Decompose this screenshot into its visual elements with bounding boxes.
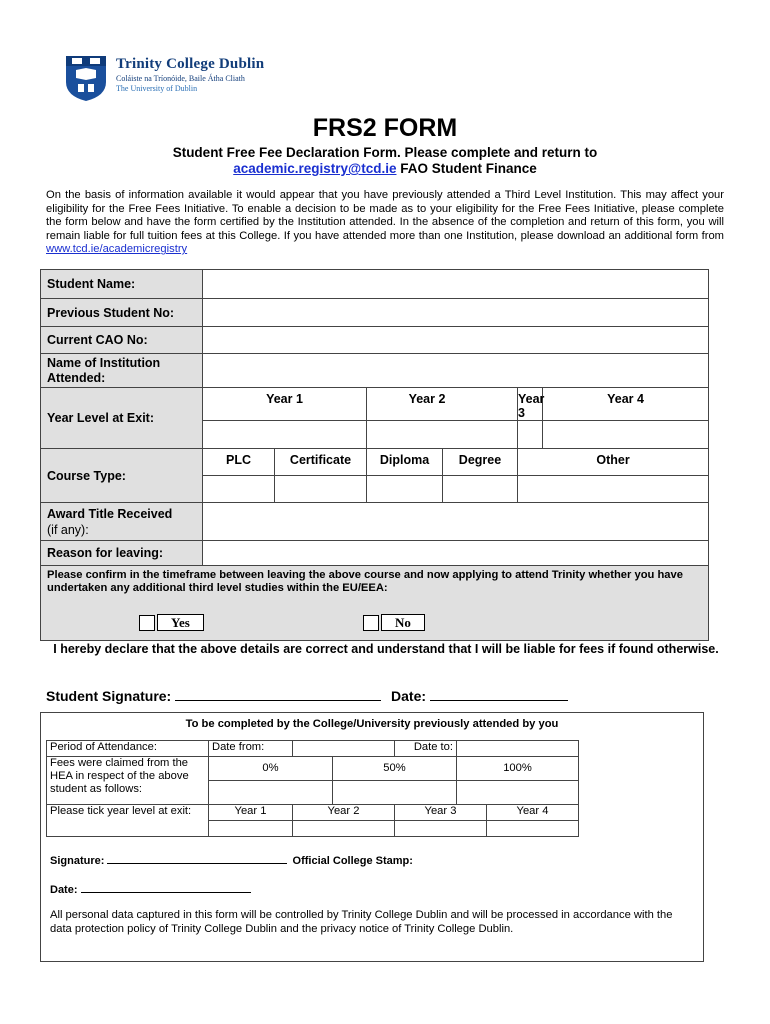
degree-header: Degree	[443, 449, 518, 476]
academic-registry-link[interactable]: www.tcd.ie/academicregistry	[46, 243, 188, 256]
fee-100-percent: 100%	[457, 757, 579, 781]
institution-label: Name of Institution Attended:	[41, 354, 203, 388]
award-title-note: (if any):	[47, 522, 89, 537]
college-year-3-header: Year 3	[395, 805, 487, 821]
college-date-field[interactable]	[81, 882, 251, 893]
year-level-label: Year Level at Exit:	[41, 388, 203, 449]
yes-checkbox[interactable]	[139, 615, 155, 631]
degree-field[interactable]	[443, 476, 518, 503]
course-type-label: Course Type:	[41, 449, 203, 503]
student-name-label: Student Name:	[41, 270, 203, 299]
date-to-field[interactable]	[457, 741, 579, 757]
college-signature-label: Signature:	[50, 855, 105, 867]
plc-header: PLC	[203, 449, 275, 476]
period-label: Period of Attendance:	[47, 741, 209, 757]
student-signature-label: Student Signature:	[46, 688, 172, 704]
year-3-field[interactable]	[518, 421, 543, 449]
year-4-header: Year 4	[543, 388, 709, 421]
date-from-label: Date from:	[209, 741, 293, 757]
reason-leaving-field[interactable]	[203, 541, 709, 566]
student-name-field[interactable]	[203, 270, 709, 299]
privacy-notice: All personal data captured in this form will be controlled by Trinity College Dublin and will be processed in accordance with the data protection policy of Trinity College Dublin and the privacy notice of Trinity College Dublin.	[50, 909, 673, 935]
fee-100-field[interactable]	[457, 781, 579, 805]
college-year-2-header: Year 2	[293, 805, 395, 821]
intro-paragraph	[46, 189, 724, 257]
logo-name: Trinity College Dublin	[116, 56, 265, 72]
student-date-field[interactable]	[430, 688, 568, 701]
college-details-table	[46, 740, 579, 837]
official-stamp-label: Official College Stamp:	[292, 855, 413, 867]
fee-0-field[interactable]	[209, 781, 333, 805]
fee-0-percent: 0%	[209, 757, 333, 781]
year-1-field[interactable]	[203, 421, 367, 449]
date-to-label: Date to:	[395, 741, 457, 757]
plc-field[interactable]	[203, 476, 275, 503]
trinity-crest-icon	[64, 54, 108, 102]
yes-option[interactable]	[139, 614, 204, 631]
year-2-header: Year 2	[367, 388, 518, 421]
further-studies-confirm	[41, 566, 709, 641]
college-section-heading: To be completed by the College/University previously attended by you	[185, 718, 559, 730]
previous-student-no-field[interactable]	[203, 299, 709, 327]
year-2-field[interactable]	[367, 421, 518, 449]
registry-email-link[interactable]: academic.registry@tcd.ie	[233, 161, 397, 176]
award-title-label	[41, 503, 203, 541]
college-date-row	[50, 882, 251, 896]
college-year-1-header: Year 1	[209, 805, 293, 821]
diploma-header: Diploma	[367, 449, 443, 476]
college-year-4-header: Year 4	[487, 805, 579, 821]
date-from-field[interactable]	[293, 741, 395, 757]
year-1-header: Year 1	[203, 388, 367, 421]
intro-text: On the basis of information available it would appear that you have previously attended a Third Level Institution. This may affect your eligibility for the Free Fees Initiative. To enable a decision to be made as to your eligibility for the Free Fees Initiative, please complete the form below and have the form certified by the Institution attended. In the absence of the completion and return of this form, you will remain liable for full tuition fees at this College. If you have attended more than one Institution, please download an additional form from	[46, 189, 724, 242]
college-signature-field[interactable]	[107, 853, 287, 864]
no-option[interactable]	[363, 614, 425, 631]
student-signature-field[interactable]	[175, 688, 381, 701]
diploma-field[interactable]	[367, 476, 443, 503]
current-cao-no-field[interactable]	[203, 327, 709, 354]
fees-claimed-label: Fees were claimed from the HEA in respect of the above student as follows:	[47, 757, 209, 805]
subtitle-suffix: FAO Student Finance	[396, 161, 537, 176]
form-subtitle	[0, 145, 770, 177]
certificate-header: Certificate	[275, 449, 367, 476]
reason-leaving-label: Reason for leaving:	[41, 541, 203, 566]
college-date-label: Date:	[50, 884, 78, 896]
certificate-field[interactable]	[275, 476, 367, 503]
student-signature-row	[46, 688, 568, 704]
tick-year-label: Please tick year level at exit:	[47, 805, 209, 837]
award-title-text: Award Title Received	[47, 506, 173, 521]
current-cao-no-label: Current CAO No:	[41, 327, 203, 354]
student-details-table	[40, 269, 709, 641]
other-header: Other	[518, 449, 709, 476]
logo-university-name: The University of Dublin	[116, 84, 198, 93]
fee-50-field[interactable]	[333, 781, 457, 805]
other-field[interactable]	[518, 476, 709, 503]
form-title: FRS2 FORM	[312, 114, 458, 142]
student-date-label: Date:	[391, 688, 427, 704]
logo-irish-name: Coláiste na Tríonóide, Baile Átha Cliath	[116, 74, 245, 83]
confirm-text: Please confirm in the timeframe between leaving the above course and now applying to attend Trinity whether you have undertaken any additional third level studies within the EU/EEA:	[47, 569, 683, 594]
no-label: No	[381, 614, 425, 631]
college-year-2-field[interactable]	[293, 821, 395, 837]
yes-label: Yes	[157, 614, 204, 631]
year-3-header: Year 3	[518, 388, 543, 421]
college-year-4-field[interactable]	[487, 821, 579, 837]
subtitle-line: Student Free Fee Declaration Form. Please complete and return to	[172, 145, 598, 160]
college-year-3-field[interactable]	[395, 821, 487, 837]
award-title-field[interactable]	[203, 503, 709, 541]
no-checkbox[interactable]	[363, 615, 379, 631]
year-4-field[interactable]	[543, 421, 709, 449]
declaration-text: I hereby declare that the above details are correct and understand that I will be liable for fees if found otherwise.	[53, 642, 719, 656]
fee-50-percent: 50%	[333, 757, 457, 781]
institution-field[interactable]	[203, 354, 709, 388]
previous-student-no-label: Previous Student No:	[41, 299, 203, 327]
college-year-1-field[interactable]	[209, 821, 293, 837]
college-signature-row	[50, 853, 413, 867]
